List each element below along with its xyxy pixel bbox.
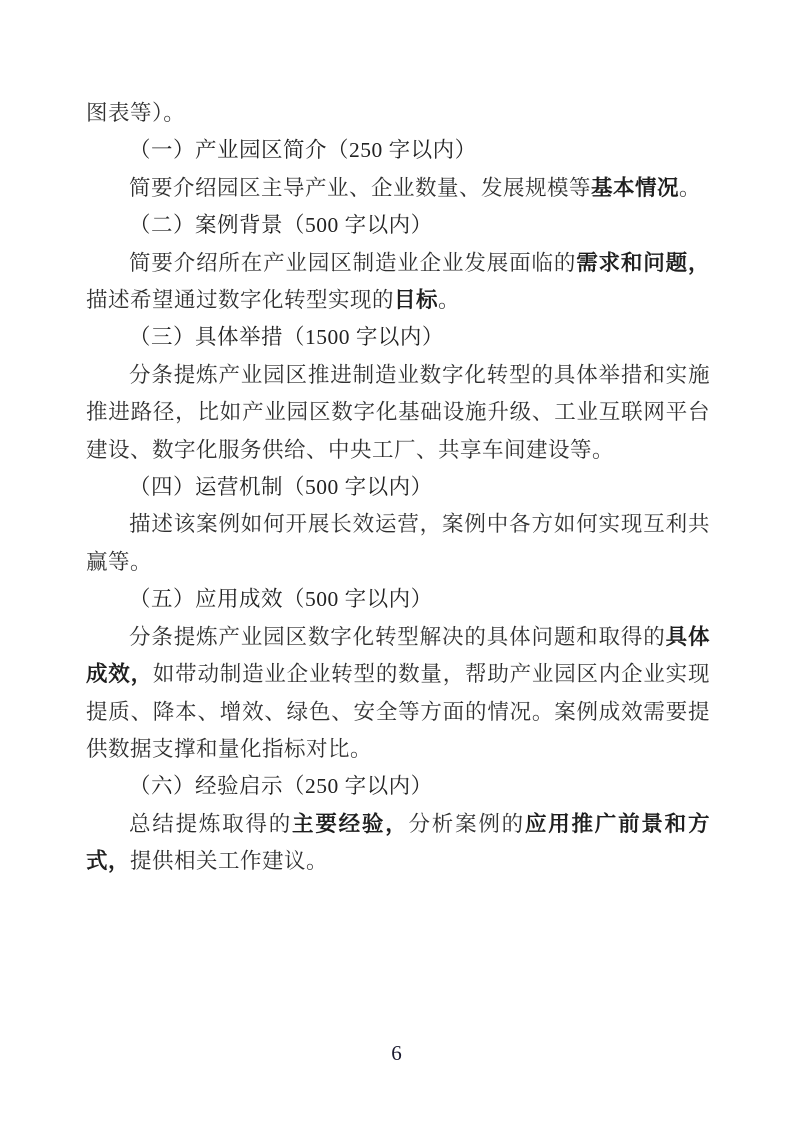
section-5-heading: （五）应用成效（500 字以内） [129, 587, 433, 612]
paragraph-continuation [86, 95, 710, 132]
text-run-bold: 具体成效， [86, 624, 710, 687]
text-run: 简要介绍园区主导产业、企业数量、发展规模等 [129, 175, 592, 200]
text-run-bold: 需求和问题， [576, 250, 710, 275]
text-run: 分条提炼产业园区数字化转型解决的具体问题和取得的 [129, 624, 666, 649]
text-run: 分析案例的 [408, 811, 525, 836]
text-run-bold: 基本情况 [591, 175, 680, 200]
text-run: 总结提炼取得的 [129, 811, 293, 836]
section-2-paragraph [86, 245, 710, 320]
section-6-heading: （六）经验启示（250 字以内） [129, 774, 433, 799]
section-3-heading: （三）具体举措（1500 字以内） [129, 325, 444, 350]
section-4-heading: （四）运营机制（500 字以内） [129, 475, 433, 500]
text-run: 描述希望通过数字化转型实现的 [86, 288, 395, 313]
text-run: 。 [438, 288, 461, 313]
section-4-paragraph [86, 506, 710, 581]
section-6-paragraph [86, 806, 710, 881]
text-run: 简要介绍所在产业园区制造业企业发展面临的 [129, 250, 577, 275]
text-run: 图表等）。 [86, 101, 186, 125]
section-5-paragraph [86, 619, 710, 769]
text-run-bold: 目标 [394, 288, 439, 313]
page-number: 6 [391, 1041, 402, 1065]
section-2-heading: （二）案例背景（500 字以内） [129, 213, 433, 238]
text-run: 描述该案例如何开展长效运营，案例中各方如何实现互利共赢等。 [86, 512, 710, 574]
text-run: 分条提炼产业园区推进制造业数字化转型的具体举措和实施推进路径，比如产业园区数字化基础设施升级、工业互联网平台建设、数字化服务供给、中央工厂、共享车间建设等。 [86, 362, 710, 462]
text-run: 如带动制造业企业转型的数量，帮助产业园区内企业实现提质、降本、增效、绿色、安全等方面的情况。案例成效需要提供数据支撑和量化指标对比。 [86, 662, 710, 761]
section-3-paragraph [86, 357, 710, 469]
section-1-heading: （一）产业园区简介（250 字以内） [129, 138, 477, 163]
text-run-bold: 应用推广前景和方式， [86, 811, 710, 874]
document-body [86, 95, 710, 881]
text-run: 。 [679, 175, 702, 200]
section-1-paragraph [86, 170, 710, 207]
text-run-bold: 主要经验， [292, 811, 409, 836]
text-run: 提供相关工作建议。 [130, 849, 329, 874]
